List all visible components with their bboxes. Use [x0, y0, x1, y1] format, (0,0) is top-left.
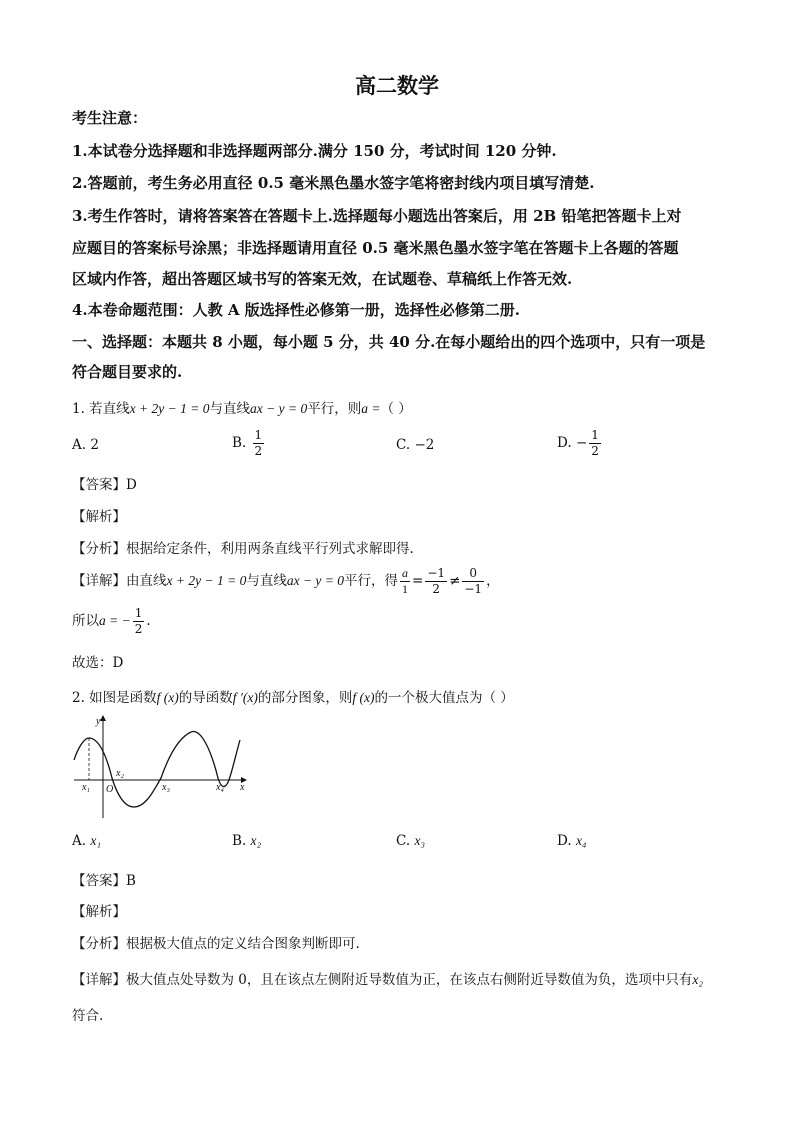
q1-option-c-value: −2 — [414, 437, 435, 453]
frac-den: 2 — [591, 444, 599, 458]
q1-option-b-fraction — [253, 428, 265, 459]
frac-num: 1 — [591, 428, 599, 442]
q2-option-b[interactable] — [232, 833, 261, 849]
q1-result-fraction — [133, 606, 145, 637]
q1-option-b-label: B. — [232, 435, 247, 451]
q1-option-b[interactable] — [232, 428, 266, 459]
q1-frac-0-over-neg1 — [462, 566, 484, 597]
graph-label-origin: O — [106, 784, 114, 795]
q1-paren: （ ） — [380, 401, 412, 417]
frac-num: 1 — [254, 428, 263, 442]
frac-den: 2 — [134, 622, 143, 636]
notice-line-1: 1.本试卷分选择题和非选择题两部分.满分 150 分，考试时间 120 分钟. — [72, 142, 557, 160]
q2-option-d-value: x₄ — [575, 833, 587, 848]
q2-xiangjie-text: 极大值点处导数为 0，且在该点左侧附近导数值为正，在该点右侧附近导数值为负，选项中只有 — [126, 972, 693, 988]
q2-xiangjie-tag: 【详解】 — [72, 972, 126, 988]
frac-den: 1 — [402, 582, 409, 596]
derivative-curve — [74, 732, 240, 807]
q1-xiangjie-line2: ax − y = 0 — [286, 573, 345, 588]
q1-xiangjie-tag: 【详解】 — [72, 573, 126, 589]
q2-option-b-value: x₂ — [250, 833, 262, 848]
q2-stem — [72, 686, 514, 706]
frac-den: 2 — [432, 582, 441, 596]
page-title: 高二数学 — [355, 74, 439, 98]
q1-option-d[interactable] — [557, 428, 603, 459]
frac-num: a — [402, 566, 409, 580]
q1-xiangjie-pre: 由直线 — [126, 573, 167, 589]
q2-answer: 【答案】B — [72, 873, 136, 889]
graph-label-x2: x₂ — [116, 768, 124, 779]
q1-neq: ≠ — [449, 573, 461, 589]
graph-label-x4: x₄ — [216, 782, 224, 793]
q2-jiexi: 【解析】 — [72, 904, 126, 920]
q2-pre: 2. 如图是函数 — [72, 690, 157, 706]
q1-line1-math: x + 2y − 1 = 0 — [129, 401, 210, 416]
q2-fp-math: f ′(x) — [232, 690, 258, 705]
q1-result — [72, 606, 151, 637]
q1-xiangjie-line1: x + 2y − 1 = 0 — [166, 573, 247, 588]
q1-option-a-value: 2 — [90, 437, 99, 453]
q1-jiexi: 【解析】 — [72, 509, 126, 525]
notice-line-5: 区域内作答，超出答题区域书写的答案无效，在试题卷、草稿纸上作答无效. — [72, 270, 573, 288]
frac-den: −1 — [464, 582, 483, 596]
q1-comma: ， — [486, 573, 500, 589]
q2-option-d[interactable] — [557, 833, 587, 849]
q1-option-a-label: A. — [72, 437, 87, 453]
frac-num: 0 — [462, 566, 484, 582]
frac-num: 1 — [134, 606, 143, 620]
q1-result-a: a = − — [99, 613, 131, 628]
q1-xiangjie-post: 平行，得 — [344, 573, 399, 589]
q2-xiangjie-cont: 符合. — [72, 1008, 104, 1024]
q1-option-c[interactable] — [396, 437, 434, 453]
q2-option-a-label: A. — [72, 833, 87, 849]
q1-ask-math: a = — [361, 401, 381, 416]
notice-line-3: 3.考生作答时，请将答案答在答题卡上.选择题每小题选出答案后，用 2B 铅笔把答题卡上对 — [72, 207, 682, 225]
section-heading-2: 符合题目要求的. — [72, 363, 183, 381]
notice-heading: 考生注意： — [72, 109, 148, 127]
q1-xiangjie-mid: 与直线 — [246, 573, 287, 589]
q2-fenxi-text: 根据极大值点的定义结合图象判断即可. — [126, 936, 360, 952]
notice-line-6: 4.本卷命题范围：人教 A 版选择性必修第一册，选择性必修第二册. — [72, 301, 520, 319]
q2-mid2: 的部分图象，则 — [257, 690, 353, 706]
section-heading-1: 一、选择题：本题共 8 小题，每小题 5 分，共 40 分.在每小题给出的四个选项中，只有一项是 — [72, 333, 706, 351]
notice-line-2: 2.答题前，考生务必用直径 0.5 毫米黑色墨水签字笔将密封线内项目填写清楚. — [72, 174, 595, 192]
q2-xiangjie — [72, 968, 703, 988]
q1-option-d-sign: − — [575, 435, 588, 451]
q1-pre: 1. 若直线 — [72, 401, 130, 417]
q2-f2-math: f (x) — [352, 690, 375, 705]
frac-num: −1 — [427, 566, 446, 580]
q2-option-d-label: D. — [557, 833, 572, 849]
q2-option-c-label: C. — [396, 833, 411, 849]
graph-label-x3: x₃ — [162, 782, 170, 793]
q2-fenxi-tag: 【分析】 — [72, 936, 126, 952]
q1-option-a[interactable] — [72, 437, 99, 453]
q2-option-a-value: x₁ — [90, 833, 102, 848]
q2-option-b-label: B. — [232, 833, 247, 849]
q2-mid: 的导函数 — [178, 690, 233, 706]
q1-post: 平行，则 — [307, 401, 362, 417]
q1-option-d-fraction — [589, 428, 601, 459]
q2-option-c-value: x₃ — [414, 833, 426, 848]
q1-option-d-label: D. — [557, 435, 572, 451]
q1-fenxi-text: 根据给定条件，利用两条直线平行列式求解即得. — [126, 541, 414, 557]
q1-choose: 故选：D — [72, 655, 124, 671]
graph-label-x: x — [240, 782, 245, 793]
q1-answer: 【答案】D — [72, 477, 137, 493]
q1-frac-a-over-1 — [400, 566, 410, 597]
graph-label-y: y — [96, 716, 101, 727]
q1-xiangjie — [72, 566, 500, 597]
q1-frac-neg1-over-2 — [425, 566, 447, 597]
q2-xiangjie-var: x₂ — [692, 972, 704, 987]
q1-fenxi — [72, 537, 414, 557]
notice-line-4: 应题目的答案标号涂黑；非选择题请用直径 0.5 毫米黑色墨水签字笔在答题卡上各题的答题 — [72, 239, 679, 257]
q1-eq: = — [412, 573, 424, 589]
frac-den: 2 — [254, 444, 263, 458]
q1-option-c-label: C. — [396, 437, 411, 453]
q2-fenxi — [72, 932, 360, 952]
q2-option-a[interactable] — [72, 833, 101, 849]
graph-label-x1: x₁ — [82, 782, 90, 793]
q2-option-c[interactable] — [396, 833, 425, 849]
q1-mid: 与直线 — [209, 401, 250, 417]
q1-stem — [72, 397, 412, 417]
q2-post: 的一个极大值点为（ ） — [374, 690, 514, 706]
q1-result-dot: . — [146, 613, 151, 629]
q1-fenxi-tag: 【分析】 — [72, 541, 126, 557]
q1-line2-math: ax − y = 0 — [250, 401, 308, 416]
q2-f-math: f (x) — [156, 690, 179, 705]
q1-suoyi: 所以 — [72, 613, 99, 629]
q2-derivative-graph — [70, 710, 250, 822]
